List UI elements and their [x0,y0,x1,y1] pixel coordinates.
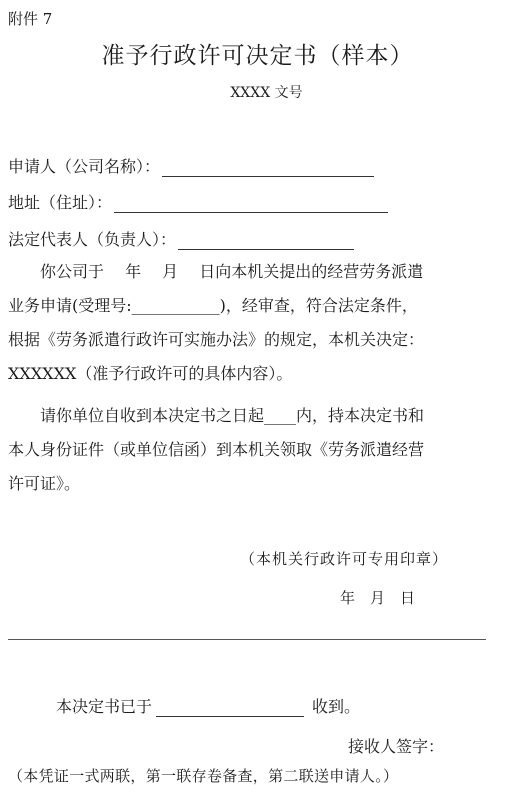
address-field [8,190,388,213]
applicant-field [8,154,374,177]
copies-note: （本凭证一式两联，第一联存卷备查，第二联送申请人。） [8,767,399,785]
recipient-signature-label: 接收人签字： [348,737,445,756]
instruction-paragraph [8,399,498,501]
legal-rep-field [8,227,354,250]
receipt-suffix: 收到。 [312,697,361,716]
annex-label: 附件 7 [8,10,53,28]
legal-rep-blank [178,233,354,250]
receipt-date-blank [156,700,304,717]
applicant-label: 申请人（公司名称）： [8,157,161,176]
para2-line: 请你单位自收到本决定书之日起____内，持本决定书和 [40,406,425,425]
document-number: XXXX 文号 [230,85,303,101]
cut-divider [8,639,486,640]
receipt-prefix: 本决定书已于 [56,697,153,716]
document-title: 准予行政许可决定书（样本） [101,43,414,69]
applicant-blank [162,160,374,177]
para1-line: 你公司于 年 月 日向本机关提出的经营劳务派遣 [40,262,424,281]
decision-paragraph [8,255,498,391]
para2-line: 许可证》。 [8,474,81,493]
receipt-line [56,694,360,717]
address-blank [114,196,388,213]
para1-line: 业务申请(受理号:___________)，经审查，符合法定条件， [8,296,418,315]
address-label: 地址（住址）： [8,193,113,212]
para2-line: 本人身份证件（或单位信函）到本机关领取《劳务派遣经营 [8,440,425,459]
legal-rep-label: 法定代表人（负责人）： [8,230,177,249]
decision-date: 年 月 日 [340,589,416,607]
official-seal-note: （本机关行政许可专用印章） [240,550,449,568]
para1-line: 根据《劳务派遣行政许可实施办法》的规定，本机关决定： [8,330,425,349]
para1-line: XXXXXX（准予行政许可的具体内容）。 [8,364,293,383]
